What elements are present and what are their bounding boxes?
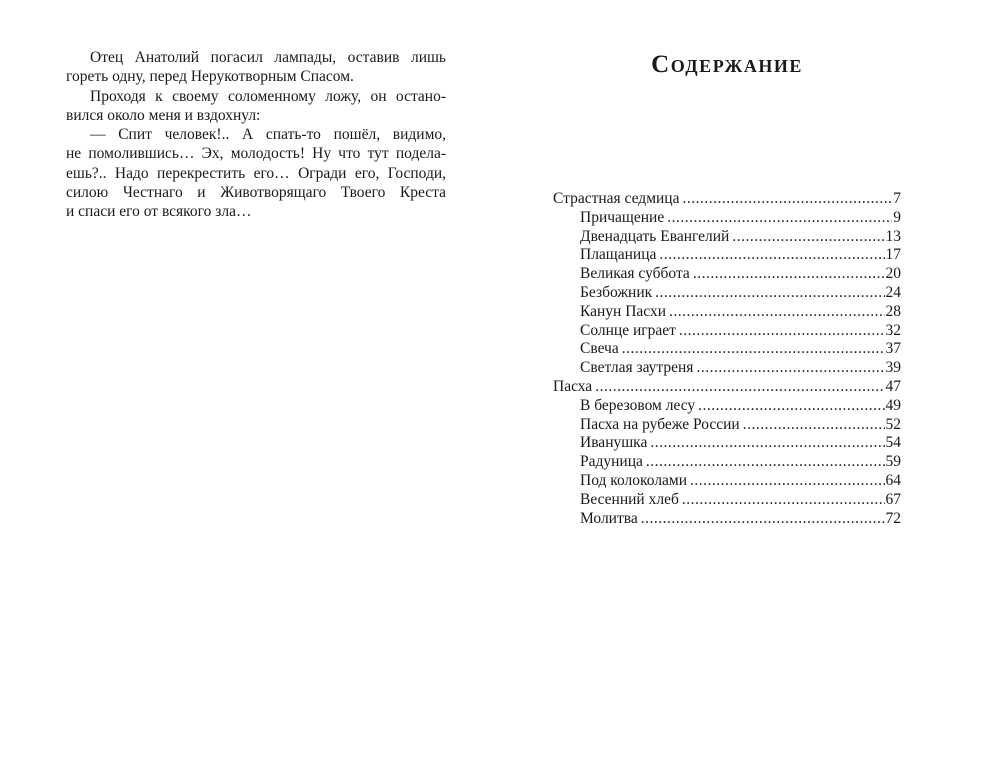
text-line: Отец Анатолий погасил лампады, оставив лишь <box>90 49 446 66</box>
toc-entry <box>553 397 901 416</box>
toc-entry-page-number: 52 <box>885 415 901 433</box>
toc-leader-dots <box>669 303 884 322</box>
toc-entry <box>553 340 901 359</box>
toc-entry <box>553 472 901 491</box>
toc-leader-dots <box>696 359 884 378</box>
toc-entry <box>553 416 901 435</box>
toc-entry-page-number: 47 <box>885 377 901 395</box>
toc-entry <box>553 284 901 303</box>
toc-leader-dots <box>698 397 884 416</box>
text-line: не помолившись… Эх, молодость! Ну что тут подела- <box>66 145 446 163</box>
toc-leader-dots <box>650 434 884 453</box>
toc-entry-label: Солнце играет <box>580 321 676 339</box>
toc-entry-label: Весенний хлеб <box>580 490 679 508</box>
toc-entry-page-number: 67 <box>885 490 901 508</box>
text-line: Проходя к своему соломенному ложу, он остано- <box>90 87 446 105</box>
text-line: вился около меня и вздохнул: <box>66 106 261 124</box>
left-page-text <box>66 48 446 222</box>
toc-entry <box>553 303 901 322</box>
body-paragraphs <box>66 48 446 222</box>
toc-entry <box>553 228 901 247</box>
text-line: — Спит человек!.. А спать-то пошёл, видимо, <box>90 126 446 144</box>
toc-entry-label: Иванушка <box>580 434 648 452</box>
toc-entry-page-number: 64 <box>885 471 901 489</box>
toc-entry-page-number: 37 <box>885 340 901 358</box>
toc-entry-page-number: 24 <box>885 283 901 301</box>
toc-entry-label: Пасха <box>553 377 593 395</box>
toc-leader-dots <box>682 491 885 510</box>
toc-entry-label: Молитва <box>580 509 638 527</box>
toc-leader-dots <box>667 209 892 228</box>
text-line: ешь?.. Надо перекрестить его… Огради его, Господи, <box>66 164 446 182</box>
toc-leader-dots <box>743 416 885 435</box>
toc-entry-page-number: 9 <box>893 208 901 226</box>
toc-entry-label: Пасха на рубеже России <box>580 415 740 433</box>
toc-entry-label: Страстная седмица <box>553 190 680 207</box>
text-line: силою Честнаго и Животворящаго Твоего Креста <box>66 184 446 202</box>
toc-entry-page-number: 59 <box>885 453 901 471</box>
toc-leader-dots <box>641 510 885 529</box>
toc-entry <box>553 322 901 341</box>
toc-entry-label: Плащаница <box>580 246 657 264</box>
toc-entry <box>553 510 901 529</box>
toc-entry-label: Двенадцать Евангелий <box>580 227 730 245</box>
toc-entry <box>553 246 901 265</box>
toc-entry <box>553 434 901 453</box>
toc-leader-dots <box>622 340 885 359</box>
toc-leader-dots <box>595 378 884 397</box>
table-of-contents <box>553 190 901 528</box>
toc-entry-label: Канун Пасхи <box>580 302 667 320</box>
toc-entry-page-number: 39 <box>885 359 901 377</box>
toc-entry <box>553 359 901 378</box>
toc-entry-page-number: 32 <box>885 321 901 339</box>
toc-entry-page-number: 13 <box>885 227 901 245</box>
toc-leader-dots <box>646 453 885 472</box>
toc-entry-label: Безбожник <box>580 283 653 301</box>
toc-entry-label: Причащение <box>580 208 665 226</box>
toc-leader-dots <box>693 265 885 284</box>
toc-entry <box>553 378 901 397</box>
toc-entry <box>553 190 901 209</box>
toc-leader-dots <box>679 322 885 341</box>
toc-entry <box>553 209 901 228</box>
text-line: гореть одну, перед Нерукотворным Спасом. <box>66 68 354 86</box>
toc-leader-dots <box>690 472 884 491</box>
toc-leader-dots <box>659 246 884 265</box>
toc-entry-page-number: 49 <box>885 396 901 414</box>
toc-entry-label: Великая суббота <box>580 265 690 283</box>
toc-entry-page-number: 17 <box>885 246 901 264</box>
toc-entry-label: Свеча <box>580 340 619 358</box>
toc-entry-label: Под колоколами <box>580 471 688 489</box>
toc-leader-dots <box>655 284 884 303</box>
toc-entry-label: В березовом лесу <box>580 396 696 414</box>
toc-entry-label: Светлая заутреня <box>580 359 694 377</box>
toc-entry <box>553 491 901 510</box>
toc-entry-page-number: 20 <box>885 265 901 283</box>
toc-leader-dots <box>682 190 892 209</box>
toc-entry-page-number: 7 <box>893 190 901 207</box>
right-page-contents <box>553 40 901 527</box>
toc-entry <box>553 265 901 284</box>
text-line: и спаси его от всякого зла… <box>66 203 252 221</box>
toc-leader-dots <box>732 228 884 247</box>
toc-entry-page-number: 72 <box>885 509 901 527</box>
toc-entry-page-number: 28 <box>885 302 901 320</box>
toc-entry <box>553 453 901 472</box>
toc-entry-label: Радуница <box>580 453 643 471</box>
toc-entry-page-number: 54 <box>885 434 901 452</box>
contents-title: Содержание <box>651 51 803 78</box>
